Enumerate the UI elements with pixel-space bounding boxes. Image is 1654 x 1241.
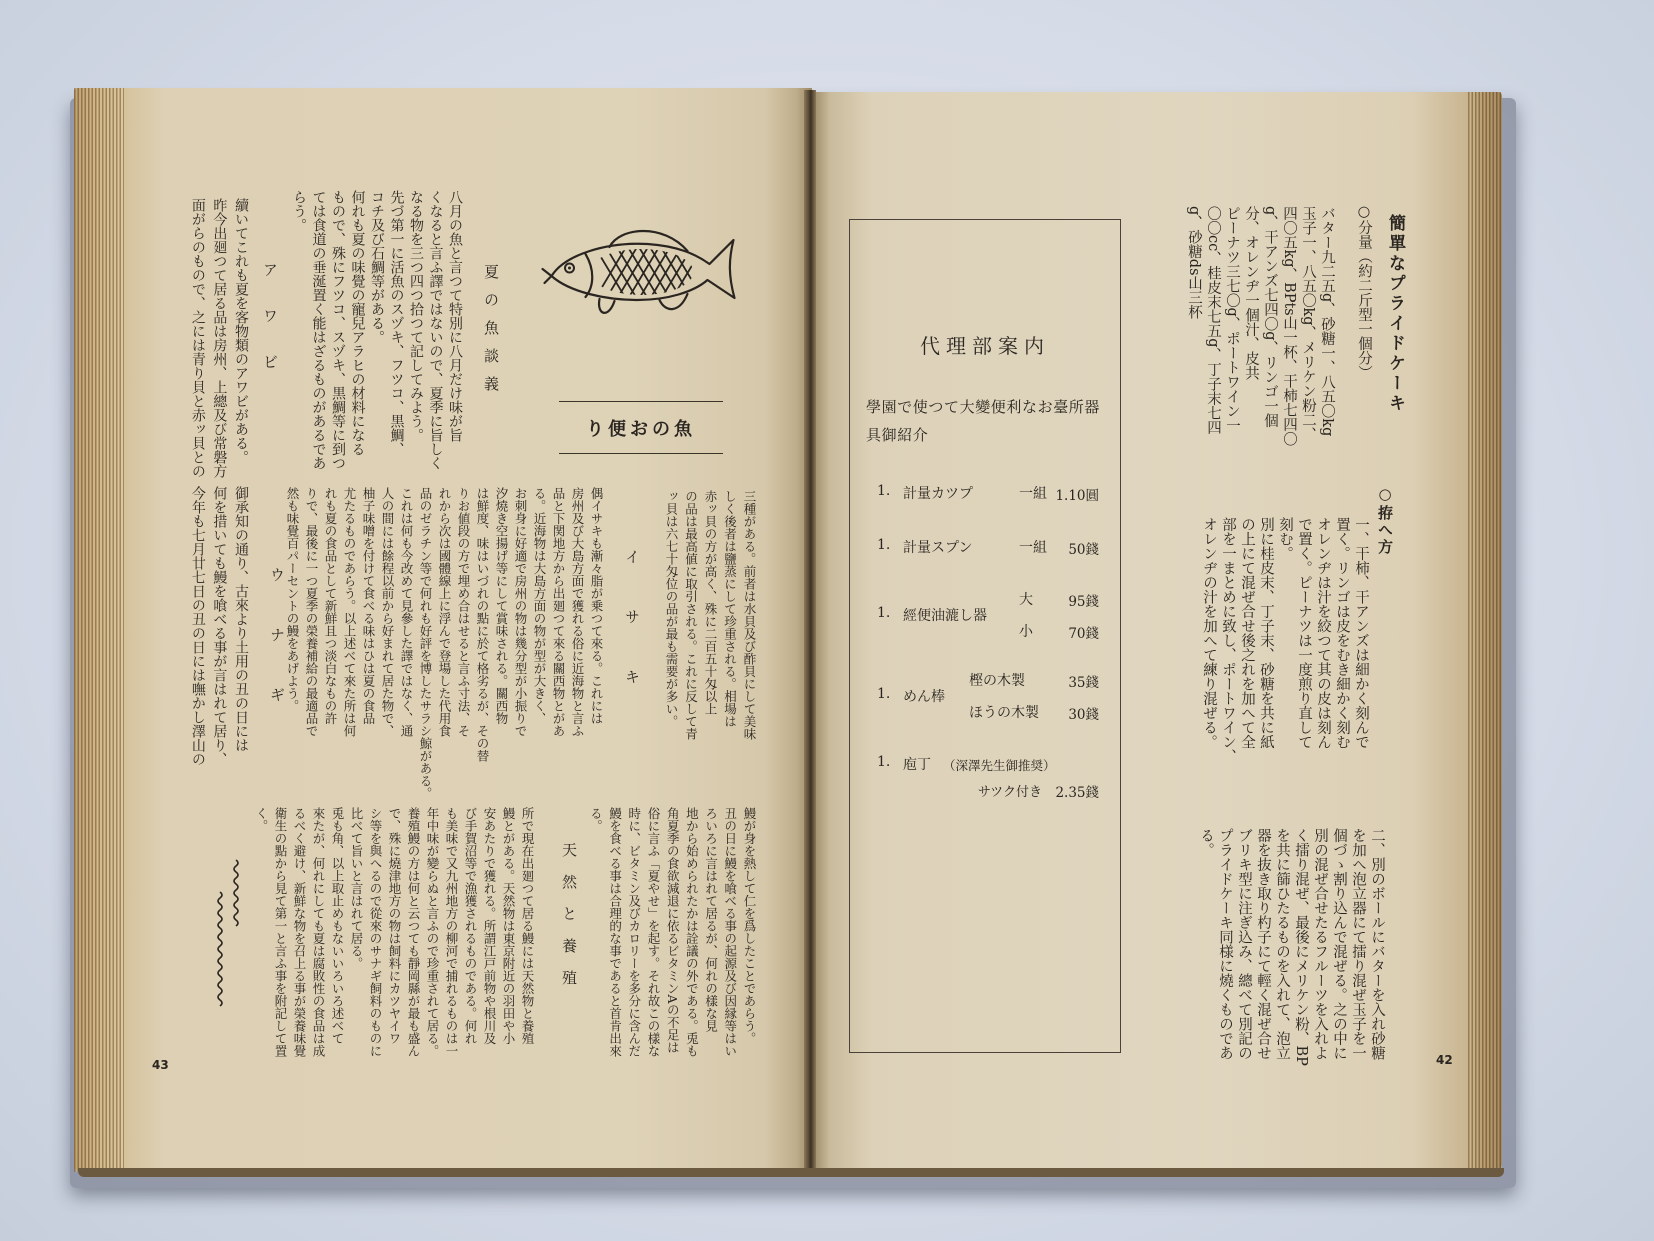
item-price: 1.10圓 <box>1055 488 1099 504</box>
intro-text <box>289 190 465 470</box>
text-line: で置く。ピーナツは一度煎り直して <box>1296 517 1312 749</box>
text-line: 汐燒き空揚げ等にして賞味される。關西物 <box>494 487 509 725</box>
text-line: 所で現在出廻つて居る鰻には天然物と養殖 <box>520 807 535 1045</box>
text-line: なる物を三つ四つ拾つて記してみよう。 <box>408 190 424 442</box>
text-line: 今年も七月廿七日の丑の日には嘸かし澤山の <box>189 486 206 766</box>
item-price: 2.35錢 <box>1055 785 1099 801</box>
quantity-heading: ○分量（約二斤型一個分） <box>1356 204 1372 380</box>
text-line: 柚子味噌を付けて食べる味はひは夏の食品 <box>361 487 376 725</box>
isaki-heading: イサキ <box>623 549 641 729</box>
text-line: 續いてこれも夏を客物類のアワビがある。 <box>233 198 249 464</box>
text-line: 先づ第一に活魚のスヅキ、フツコ、黒鯛、 <box>388 190 405 456</box>
item-name: めん棒 <box>903 689 945 705</box>
text-line: 兎も角、以上取止めもないいろいろ述べて <box>330 807 345 1045</box>
awabi-heading: アワビ <box>261 262 279 400</box>
text-line: りで、最後に一つ夏季の榮養補給の最適品で <box>304 487 319 737</box>
text-line: び手賀沼等で漁獲されるものである。何れ <box>463 807 478 1045</box>
text-line: 來たが、何れにしても夏は腐敗性の食品は成 <box>311 807 326 1057</box>
text-line: 刻む。 <box>1277 517 1293 561</box>
fish-illustration-icon <box>536 214 739 324</box>
item-variant-price: 95錢 <box>1068 594 1099 610</box>
text-line: 別の混ぜ合せたるフルーツを入れよ <box>1312 828 1328 1060</box>
text-line: 別に桂皮末、丁子末、砂糖を共に紙 <box>1258 517 1274 749</box>
text-line: オレンヂは汁を絞つて其の皮は刻ん <box>1315 517 1331 749</box>
item-price: 50錢 <box>1068 542 1099 558</box>
text-line: 年中味が變らぬと言ふので珍重されて居る。 <box>425 807 440 1057</box>
book-spine <box>804 90 816 1174</box>
text-line: シ等を與へるので從來のサナギ飼料のものに <box>368 807 383 1057</box>
text-line: 置く。リンゴは皮をむき細かく刻む <box>1334 517 1350 749</box>
tennen-text <box>252 807 537 1057</box>
text-line: ッ貝は六七十匁位の品が最も需要が多い。 <box>664 490 679 728</box>
item-number: 1. <box>877 537 891 553</box>
agency-box-intro: 具御紹介 <box>866 426 929 444</box>
method-heading: ○拵へ方 <box>1376 485 1394 556</box>
text-line: 養殖鰻の方は何と云つても靜岡縣が最も盛ん <box>406 807 421 1057</box>
item-note: （深澤先生御推奨） <box>943 758 1056 773</box>
text-line: ろいろに言はれて居るが、何れの樣な見 <box>703 807 719 1032</box>
text-line: 品と下関地方から出廻つて來る關西物とがあ <box>551 487 566 737</box>
text-line: ブリキ型に注ぎ込み、總べて別記の <box>1236 828 1252 1060</box>
text-line: 赤ッ貝の方が高く、殊に二百五十匁以上 <box>703 490 718 715</box>
text-line: 器を抜き取り杓子にて輕く混ぜ合せ <box>1255 828 1271 1060</box>
text-line: るべく避け、新鮮な物を召上る事が榮養味覺 <box>292 807 307 1057</box>
text-line: オレンヂの汁を加へて練り混ぜる。 <box>1201 517 1217 749</box>
text-line: 玉子一、八五〇kg、メリケン粉二、 <box>1300 206 1316 442</box>
text-line: で、殊に燒津地方の物は飼料にカツヤイワ <box>387 807 402 1045</box>
text-line: を加へ泡立器にて擂り混ぜ玉子を一 <box>1350 828 1366 1060</box>
awabi-text-continued <box>662 490 760 740</box>
page-number-left: 43 <box>152 1058 169 1072</box>
text-line: 部を一まとめに致し、ポートワイン、 <box>1220 517 1236 764</box>
item-variant-label: 大 <box>1019 592 1033 608</box>
text-line: 二、別のボールにバターを入れ砂糖 <box>1369 828 1385 1060</box>
unagi-text-continued <box>586 807 759 1057</box>
text-line: 偶イサキも漸々脂が乗つて來る。これには <box>589 487 604 725</box>
ingredients-list <box>1184 206 1336 446</box>
text-line: く。 <box>254 807 269 832</box>
item-number: 1. <box>877 686 891 702</box>
text-line: 尤たるものであらう。以上述べて來た所は何 <box>342 487 357 737</box>
text-line: 昨今出廻つて居る品は房州、上總及び常磐方 <box>211 198 228 478</box>
text-line: く擂り混ぜ、最後にメリケン粉、BP <box>1293 828 1309 1066</box>
unagi-heading: ウナギ <box>268 567 286 747</box>
item-sub: サツク付き <box>977 785 1042 800</box>
text-line: 丑の日に鰻を喰べる事の起源及び因縁等はい <box>722 807 738 1057</box>
text-line: 時に、ビタミン及びカロリーを多分に含んだ <box>626 807 642 1057</box>
text-line: 三種がある。前者は水貝及び酢貝にして美味 <box>742 490 757 740</box>
text-line: らう。 <box>291 190 307 232</box>
text-line: 角夏季の食欲減退に依るビタミンAの不足は <box>665 807 681 1054</box>
text-line: g、干アンズ七四〇g、リンゴ一個 <box>1262 206 1278 428</box>
item-number: 1. <box>877 605 891 621</box>
text-line: を共に篩ひたるものを入れて、泡立 <box>1274 828 1290 1060</box>
text-line: 一、干柿、干アンズは細かく刻んで <box>1353 517 1369 749</box>
text-line: れも夏の食品として新鮮且つ淡白なもの許 <box>323 487 338 725</box>
text-line: 鰻が身を熱して仁を爲したことであらう。 <box>742 807 757 1045</box>
item-number: 1. <box>877 483 891 499</box>
text-line: 面がらのもので、之には青り貝と赤ッ貝との <box>189 198 206 478</box>
text-line: 品のゼラチン等で何れも好評を博したサラシ鯨がある。 <box>418 487 433 800</box>
text-line: g、砂糖ds山三杯 <box>1186 206 1202 320</box>
text-line: バター九二五g、砂糖一、八五〇kg <box>1319 206 1335 437</box>
text-line: る。 <box>1198 828 1214 857</box>
text-line: これは何も今改めて見參した譯ではなく、通 <box>399 487 414 737</box>
text-line: 人の間には餘程以前から好まれて居た物で、 <box>380 487 395 737</box>
text-line: 個づゝ割り込んで混ぜる。之の中に <box>1331 828 1347 1060</box>
tennen-heading: 天然と養殖 <box>560 842 578 1002</box>
item-name: 庖丁 <box>903 757 931 773</box>
text-line: れから次は國體線上に浮んで登場した代用食 <box>437 487 452 737</box>
text-line: 何を措いても鰻を喰べる事が言はれて居り、 <box>211 486 228 766</box>
text-line: しく後者は鹽蒸にして珍重される。相場は <box>722 490 738 728</box>
text-line: 分、オレンヂ一個汁、皮共 <box>1243 206 1259 380</box>
item-variant-label: 小 <box>1019 624 1033 640</box>
item-variant-price: 30錢 <box>1068 707 1099 723</box>
section-heading: 夏の魚談義 <box>482 264 500 404</box>
item-unit: 一組 <box>1019 540 1047 556</box>
agency-notice-box <box>849 219 1121 1053</box>
text-line: の品は最高値に取引される。これに反して青 <box>683 490 699 740</box>
text-line: りお値段の方で埋め合はせると言ふ寸法、そ <box>456 487 471 737</box>
text-line: 〇〇cc、桂皮末七五g、丁子末七四 <box>1205 206 1221 435</box>
text-line: 房州及び大島方面で獲れる俗に近海物と言ふ <box>570 487 585 737</box>
column-title: り便おの魚 <box>559 401 723 454</box>
left-page-edge-stack <box>74 88 124 1172</box>
unagi-text <box>186 486 251 766</box>
text-line: も美味で又九州地方の柳河で捕れるものは一 <box>444 807 459 1057</box>
text-line: くなると言ふ譯ではないので、夏季に旨しく <box>427 190 444 470</box>
text-line: 安あたりで獲れる。所謂江戸前物や根川及 <box>482 807 497 1045</box>
awabi-text <box>186 198 251 478</box>
item-unit: 一組 <box>1019 486 1047 502</box>
page-number-right: 42 <box>1436 1053 1453 1067</box>
method-step-2 <box>1196 828 1386 1066</box>
book-bottom-edge <box>78 1168 1504 1177</box>
text-line: 鰻を食べる事は合理的な事であると首肯出來 <box>607 807 623 1057</box>
text-line: 八月の魚と言つて特別に八月だけ味が旨 <box>447 190 463 442</box>
item-name: 計量カツプ <box>903 486 973 502</box>
text-line: る。近海物は大島方面の物が型が大きく、 <box>532 487 547 725</box>
recipe-title: 簡單なプライドケーキ <box>1385 214 1405 414</box>
item-variant-price: 70錢 <box>1068 626 1099 642</box>
text-line: 俗に言ふ「夏やせ」を起す。それ故この樣な <box>645 807 661 1057</box>
text-line: お刺身に好適で房州の物は幾分型が小振りで <box>513 487 528 737</box>
text-line: もので、殊にフツコ、スヅキ、黒鯛等に到つ <box>330 190 346 470</box>
text-line: は鮮度、味はいづれの點に於て格劣るが、その替 <box>475 487 490 762</box>
agency-box-intro: 學園で使つて大變便利なお臺所器 <box>866 398 1101 416</box>
item-name: 計量スプン <box>903 540 973 556</box>
text-line: プライドケーキ同様に燒くものであ <box>1217 828 1233 1060</box>
isaki-text <box>283 487 606 800</box>
item-variant-label: ほうの木製 <box>969 705 1039 721</box>
text-line: 衛生の點から見て第一と言ふ事を附記して置 <box>273 807 288 1057</box>
text-line: 比べて旨いと言はれて居る。 <box>349 807 364 970</box>
text-line: 然も味覺百パーセントの鰻をあげよう。 <box>285 487 300 712</box>
text-line: 鰻とがある。天然物は東京附近の羽田や小 <box>501 807 516 1045</box>
right-page-edge-stack <box>1468 92 1502 1170</box>
method-step-1 <box>1199 517 1370 764</box>
agency-box-title: 代理部案内 <box>920 334 1050 358</box>
wavy-line-ornament-icon <box>208 856 248 1014</box>
text-line: 地から始められたかは詮議の外である。兎も <box>684 807 700 1057</box>
text-line: 何れも夏の味覺の寵兒アラヒの材料になる <box>349 190 366 456</box>
item-variant-label: 樫の木製 <box>969 673 1025 689</box>
text-line: コチ及び石鯛等がある。 <box>369 190 385 344</box>
text-line: 四〇五kg、BPts山一杯、干柿七四〇 <box>1281 206 1297 447</box>
item-number: 1. <box>877 754 891 770</box>
item-variant-price: 35錢 <box>1068 675 1099 691</box>
text-line: 御承知の通り、古來より土用の丑の日には <box>233 486 249 752</box>
item-name: 經便油漉し器 <box>903 608 987 624</box>
text-line: る。 <box>588 807 604 832</box>
text-line: ては食道の垂涎置く能はざるものがあるであ <box>310 190 327 470</box>
text-line: ピーナツ三七〇g、ポートワイン一 <box>1224 206 1240 433</box>
text-line: の上にて混ぜ合せ後之れを加へて全 <box>1239 517 1255 749</box>
